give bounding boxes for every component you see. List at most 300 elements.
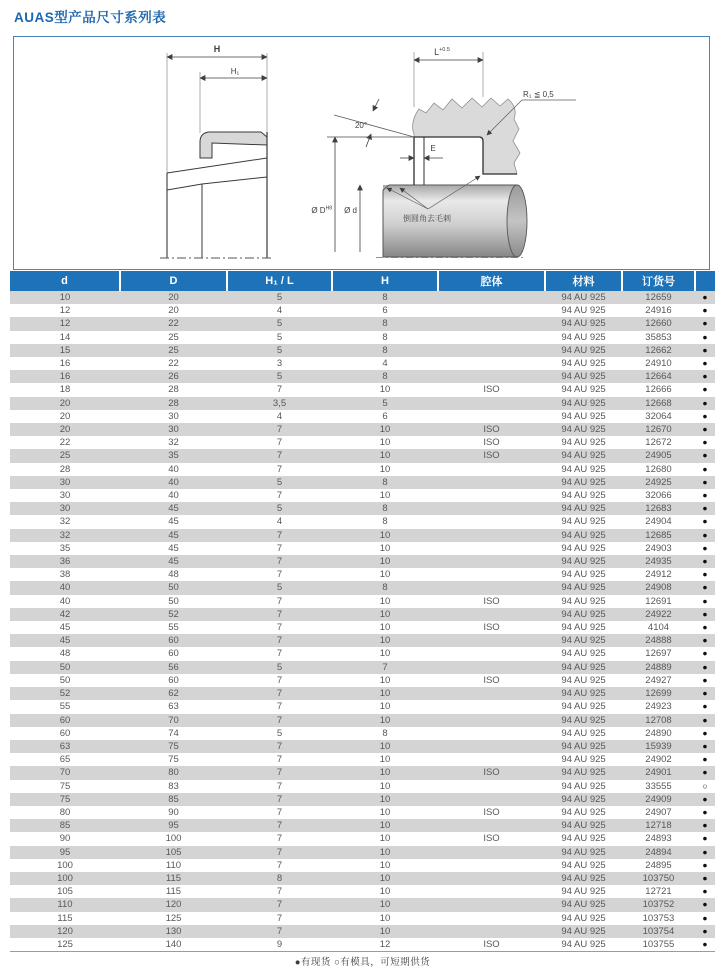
table-row [10,410,715,423]
table-row [10,912,715,925]
cell-H: 10 [332,634,438,647]
cell-availability: ● [702,490,708,501]
cell-material: 94 AU 925 [545,740,622,753]
cell-H: 10 [379,384,391,396]
cell-material: 94 AU 925 [545,819,622,832]
cell-order-no: 12691 [645,595,672,607]
cell-availability: ● [695,898,715,911]
cell-availability: ○ [702,780,708,791]
cell-d: 55 [59,701,71,713]
cell-availability: ● [695,581,715,594]
cell-cavity [438,898,545,911]
size-table [10,271,715,951]
cell-availability: ● [695,449,715,462]
cell-cavity [438,885,545,898]
cell-availability: ● [702,938,708,949]
housing-block [413,98,520,174]
table-row [10,304,715,317]
cell-D: 125 [165,912,182,924]
cell-cavity: ISO [483,833,500,845]
cell-D: 80 [120,766,227,779]
cell-cavity [438,357,545,370]
cell-D: 120 [120,898,227,911]
cell-availability: ● [695,634,715,647]
cell-material: 94 AU 925 [545,714,622,727]
cell-cavity [438,687,545,700]
table-row [10,357,715,370]
cell-d: 40 [59,595,71,607]
table-row [10,515,715,528]
table-row [10,700,715,713]
cell-order-no: 35853 [645,331,672,343]
cell-availability: ● [702,727,708,738]
seal-lip-shape [200,132,267,158]
cell-H: 10 [332,898,438,911]
table-row [10,331,715,344]
cell-H: 10 [332,608,438,621]
cell-material: 94 AU 925 [545,581,622,594]
cell-order-no: 24935 [622,555,695,568]
cell-h1-l: 3,5 [227,397,332,410]
cell-d: 32 [59,516,71,528]
cell-D: 110 [165,859,182,871]
cell-d: 50 [10,661,120,674]
cell-availability: ● [702,305,708,316]
cell-H: 8 [382,516,388,528]
cell-material: 94 AU 925 [545,555,622,568]
table-row [10,661,715,674]
cell-d: 50 [59,674,71,686]
cell-cavity: ISO [438,449,545,462]
table-row [10,489,715,502]
cell-D: 50 [168,595,179,607]
seal-profile-figure [160,44,274,258]
cell-D: 85 [120,793,227,806]
cell-d: 60 [10,714,120,727]
cell-cavity [438,317,545,330]
table-row [10,780,715,793]
cell-h1-l: 7 [276,595,283,607]
cell-order-no: 12683 [622,502,695,515]
cell-d: 85 [10,819,120,832]
cell-material: 94 AU 925 [561,859,606,871]
cell-H: 10 [379,806,391,818]
cell-material: 94 AU 925 [561,384,606,396]
cell-availability: ● [695,925,715,938]
cell-order-no: 12697 [645,648,672,660]
cell-H: 10 [379,622,391,634]
cell-h1-l: 7 [276,859,283,871]
cell-cavity [438,634,545,647]
cell-h1-l: 7 [227,449,332,462]
cell-order-no: 24889 [622,661,695,674]
cell-D: 20 [120,291,227,304]
cell-h1-l: 4 [276,305,283,317]
cell-cavity [438,476,545,489]
cell-h1-l: 7 [276,701,283,713]
cell-H: 10 [379,490,391,502]
cell-order-no: 24903 [645,542,672,554]
cell-d: 90 [59,833,71,845]
cell-availability: ● [702,516,708,527]
cell-material: 94 AU 925 [561,622,606,634]
table-row [10,581,715,594]
rod-shaft [376,185,527,258]
column-header-d: d [10,271,120,291]
cell-order-no: 12662 [622,344,695,357]
cell-material: 94 AU 925 [545,344,622,357]
cell-H: 8 [332,370,438,383]
cell-order-no: 24901 [622,766,695,779]
cell-order-no: 24905 [622,449,695,462]
cell-H: 10 [379,859,391,871]
cell-d: 65 [59,754,71,766]
cell-availability: ● [695,766,715,779]
cell-h1-l: 7 [276,833,283,845]
cell-d: 28 [59,463,71,475]
cell-cavity [438,331,545,344]
cell-D: 45 [120,502,227,515]
cell-H: 10 [379,463,391,475]
cell-D: 40 [120,476,227,489]
table-row [10,819,715,832]
cell-D: 60 [168,674,179,686]
cell-cavity [438,740,545,753]
cell-D: 62 [120,687,227,700]
table-row [10,647,715,660]
cell-cavity [438,912,545,925]
angle-label: 20° [354,121,368,130]
column-header-D: D [120,271,227,291]
cell-D: 95 [120,819,227,832]
cell-availability: ● [695,317,715,330]
cell-h1-l: 7 [227,687,332,700]
cell-H: 10 [379,595,391,607]
cell-H: 10 [332,846,438,859]
cell-material: 94 AU 925 [561,648,606,660]
cell-order-no: 4104 [647,622,670,634]
cell-availability: ● [695,793,715,806]
cell-h1-l: 7 [276,384,283,396]
dim-L-tolerance: +0.5 [439,47,450,53]
cell-material: 94 AU 925 [545,397,622,410]
dim-H1-label: H₁ [230,67,240,76]
table-row [10,542,715,555]
cell-D: 28 [168,384,179,396]
cell-availability: ● [702,463,708,474]
cell-cavity [438,463,545,476]
cell-availability: ● [695,608,715,621]
dim-H-label: H [213,44,221,54]
cell-D: 45 [120,555,227,568]
cell-d: 100 [57,859,73,871]
cell-h1-l: 5 [227,661,332,674]
cell-order-no: 12664 [622,370,695,383]
cell-h1-l: 5 [227,317,332,330]
cell-d: 42 [10,608,120,621]
cell-order-no: 12668 [622,397,695,410]
cell-H: 10 [332,819,438,832]
cell-material: 94 AU 925 [545,291,622,304]
table-row [10,608,715,621]
cell-h1-l: 7 [276,542,283,554]
cell-h1-l: 5 [227,476,332,489]
cell-d: 110 [10,898,120,911]
cell-cavity [438,502,545,515]
cell-H: 10 [379,912,391,924]
cell-cavity [438,304,545,317]
table-row [10,727,715,740]
cell-cavity [438,872,545,885]
cell-H: 10 [332,872,438,885]
cell-D: 115 [165,886,182,898]
cell-D: 52 [120,608,227,621]
cell-order-no: 15939 [622,740,695,753]
cell-d: 15 [10,344,120,357]
cell-d: 40 [10,581,120,594]
table-row [10,397,715,410]
cell-D: 45 [120,529,227,542]
cell-availability: ● [695,740,715,753]
cell-cavity [438,291,545,304]
cell-material: 94 AU 925 [545,846,622,859]
cell-h1-l: 7 [276,754,283,766]
cell-h1-l: 9 [276,938,283,950]
cell-order-no: 24910 [645,358,672,370]
cell-availability: ● [695,502,715,515]
cell-D: 26 [120,370,227,383]
cell-material: 94 AU 925 [561,331,606,343]
cell-order-no: 12708 [622,714,695,727]
cell-cavity [438,542,545,555]
cell-availability: ● [702,410,708,421]
cell-H: 8 [332,291,438,304]
table-row [10,529,715,542]
table-row [10,714,715,727]
cell-H: 8 [332,476,438,489]
cell-order-no: 24916 [645,305,672,317]
cell-cavity [438,753,545,766]
cell-availability: ● [695,291,715,304]
cell-availability: ● [702,569,708,580]
cell-material: 94 AU 925 [561,886,606,898]
cell-material: 94 AU 925 [561,542,606,554]
cell-order-no: 24925 [622,476,695,489]
cell-d: 100 [10,872,120,885]
cell-availability: ● [695,344,715,357]
cell-material: 94 AU 925 [545,661,622,674]
column-header-material: 材料 [545,271,622,291]
table-row [10,898,715,911]
cell-material: 94 AU 925 [545,793,622,806]
chamfer-line [334,115,414,137]
cell-D: 60 [120,634,227,647]
cell-order-no: 24888 [622,634,695,647]
cell-availability: ● [702,437,708,448]
cell-material: 94 AU 925 [561,780,606,792]
cell-availability: ● [702,674,708,685]
cell-cavity [438,370,545,383]
cell-availability: ● [702,833,708,844]
cell-material: 94 AU 925 [561,305,606,317]
dim-diaD-tolerance: H8 [325,205,332,212]
cell-material: 94 AU 925 [545,423,622,436]
cell-D: 75 [168,754,179,766]
cell-h1-l: 7 [276,674,283,686]
cell-h1-l: 5 [227,502,332,515]
size-table-section [10,271,715,968]
cell-cavity [438,714,545,727]
cell-h1-l: 7 [227,846,332,859]
cell-availability: ● [695,397,715,410]
column-header-H: H [332,271,438,291]
cell-cavity [438,925,545,938]
cell-material: 94 AU 925 [545,872,622,885]
cell-cavity [438,581,545,594]
cell-cavity [438,515,545,528]
cell-availability: ● [702,754,708,765]
cell-cavity [438,846,545,859]
cell-d: 22 [59,437,71,449]
cell-cavity [438,397,545,410]
cell-d: 80 [59,806,71,818]
cell-order-no: 24908 [622,581,695,594]
availability-legend: ●有现货 ○有模具，可短期供货 [10,951,715,968]
cell-d: 16 [10,370,120,383]
cell-cavity [438,529,545,542]
cell-order-no: 24902 [645,754,672,766]
cell-material: 94 AU 925 [561,490,606,502]
table-row [10,846,715,859]
cell-H: 10 [379,833,391,845]
table-row [10,806,715,819]
cell-cavity: ISO [483,595,500,607]
table-row [10,925,715,938]
cell-D: 74 [168,727,179,739]
radius-note-label: R₁ ≦ 0,5 [523,90,554,99]
cell-h1-l: 5 [276,727,283,739]
cell-D: 20 [168,305,179,317]
cell-D: 75 [120,740,227,753]
cell-D: 30 [120,423,227,436]
cell-cavity [438,489,545,502]
table-row [10,740,715,753]
cell-material: 94 AU 925 [545,529,622,542]
cell-H: 10 [332,793,438,806]
cell-h1-l: 7 [276,437,283,449]
table-row [10,832,715,845]
cell-D: 32 [168,437,179,449]
cell-d: 60 [59,727,71,739]
cell-cavity [438,727,545,740]
table-row [10,502,715,515]
cell-cavity: ISO [483,622,500,634]
cell-d: 32 [10,529,120,542]
cell-availability: ● [695,661,715,674]
cell-h1-l: 5 [276,331,283,343]
cell-availability: ● [695,819,715,832]
cell-order-no: 24895 [645,859,672,871]
cell-h1-l: 7 [227,529,332,542]
cell-h1-l: 5 [227,291,332,304]
cell-material: 94 AU 925 [545,476,622,489]
cell-d: 20 [59,410,71,422]
cell-material: 94 AU 925 [545,925,622,938]
cell-H: 6 [382,305,388,317]
cell-material: 94 AU 925 [561,912,606,924]
cell-availability: ● [702,384,708,395]
cell-order-no: 12670 [622,423,695,436]
cell-order-no: 24912 [645,569,672,581]
cell-H: 8 [382,331,388,343]
cell-cavity [438,819,545,832]
table-row [10,687,715,700]
cell-H: 8 [332,581,438,594]
cell-h1-l: 7 [276,912,283,924]
cell-material: 94 AU 925 [561,463,606,475]
cell-material: 94 AU 925 [561,437,606,449]
cell-material: 94 AU 925 [561,595,606,607]
cell-d: 45 [10,634,120,647]
cell-material: 94 AU 925 [561,701,606,713]
cell-availability: ● [695,529,715,542]
cell-order-no: 12680 [645,463,672,475]
cell-D: 22 [120,317,227,330]
cell-H: 12 [379,938,391,950]
cell-D: 55 [168,622,179,634]
column-header-availability [695,271,715,291]
cell-order-no: 33555 [645,780,672,792]
cell-order-no: 24927 [645,674,672,686]
table-row [10,344,715,357]
cell-availability: ● [702,806,708,817]
cell-H: 10 [379,437,391,449]
cell-H: 10 [332,555,438,568]
cell-order-no: 12660 [622,317,695,330]
cell-d: 48 [59,648,71,660]
cell-material: 94 AU 925 [545,898,622,911]
table-row [10,885,715,898]
cell-h1-l: 7 [227,925,332,938]
cell-d: 12 [10,317,120,330]
cell-D: 45 [168,542,179,554]
cell-h1-l: 7 [276,569,283,581]
table-row [10,753,715,766]
cell-availability: ● [695,846,715,859]
cell-availability: ● [695,476,715,489]
cell-cavity [438,661,545,674]
cell-H: 6 [382,410,388,422]
cell-d: 75 [59,780,71,792]
cell-H: 10 [332,449,438,462]
cell-h1-l: 7 [227,555,332,568]
cell-cavity [438,859,545,872]
cell-d: 45 [59,622,71,634]
cell-cavity [438,793,545,806]
dim-diaD-base: Ø D [311,206,326,215]
cell-availability: ● [702,331,708,342]
cell-order-no: 103754 [622,925,695,938]
cell-D: 100 [165,833,182,845]
cell-availability: ● [695,687,715,700]
cell-cavity: ISO [438,766,545,779]
cell-availability: ● [702,622,708,633]
cell-h1-l: 5 [227,581,332,594]
cell-h1-l: 7 [227,898,332,911]
dim-L-base: L [434,47,440,57]
cell-D: 40 [168,463,179,475]
cell-d: 70 [10,766,120,779]
